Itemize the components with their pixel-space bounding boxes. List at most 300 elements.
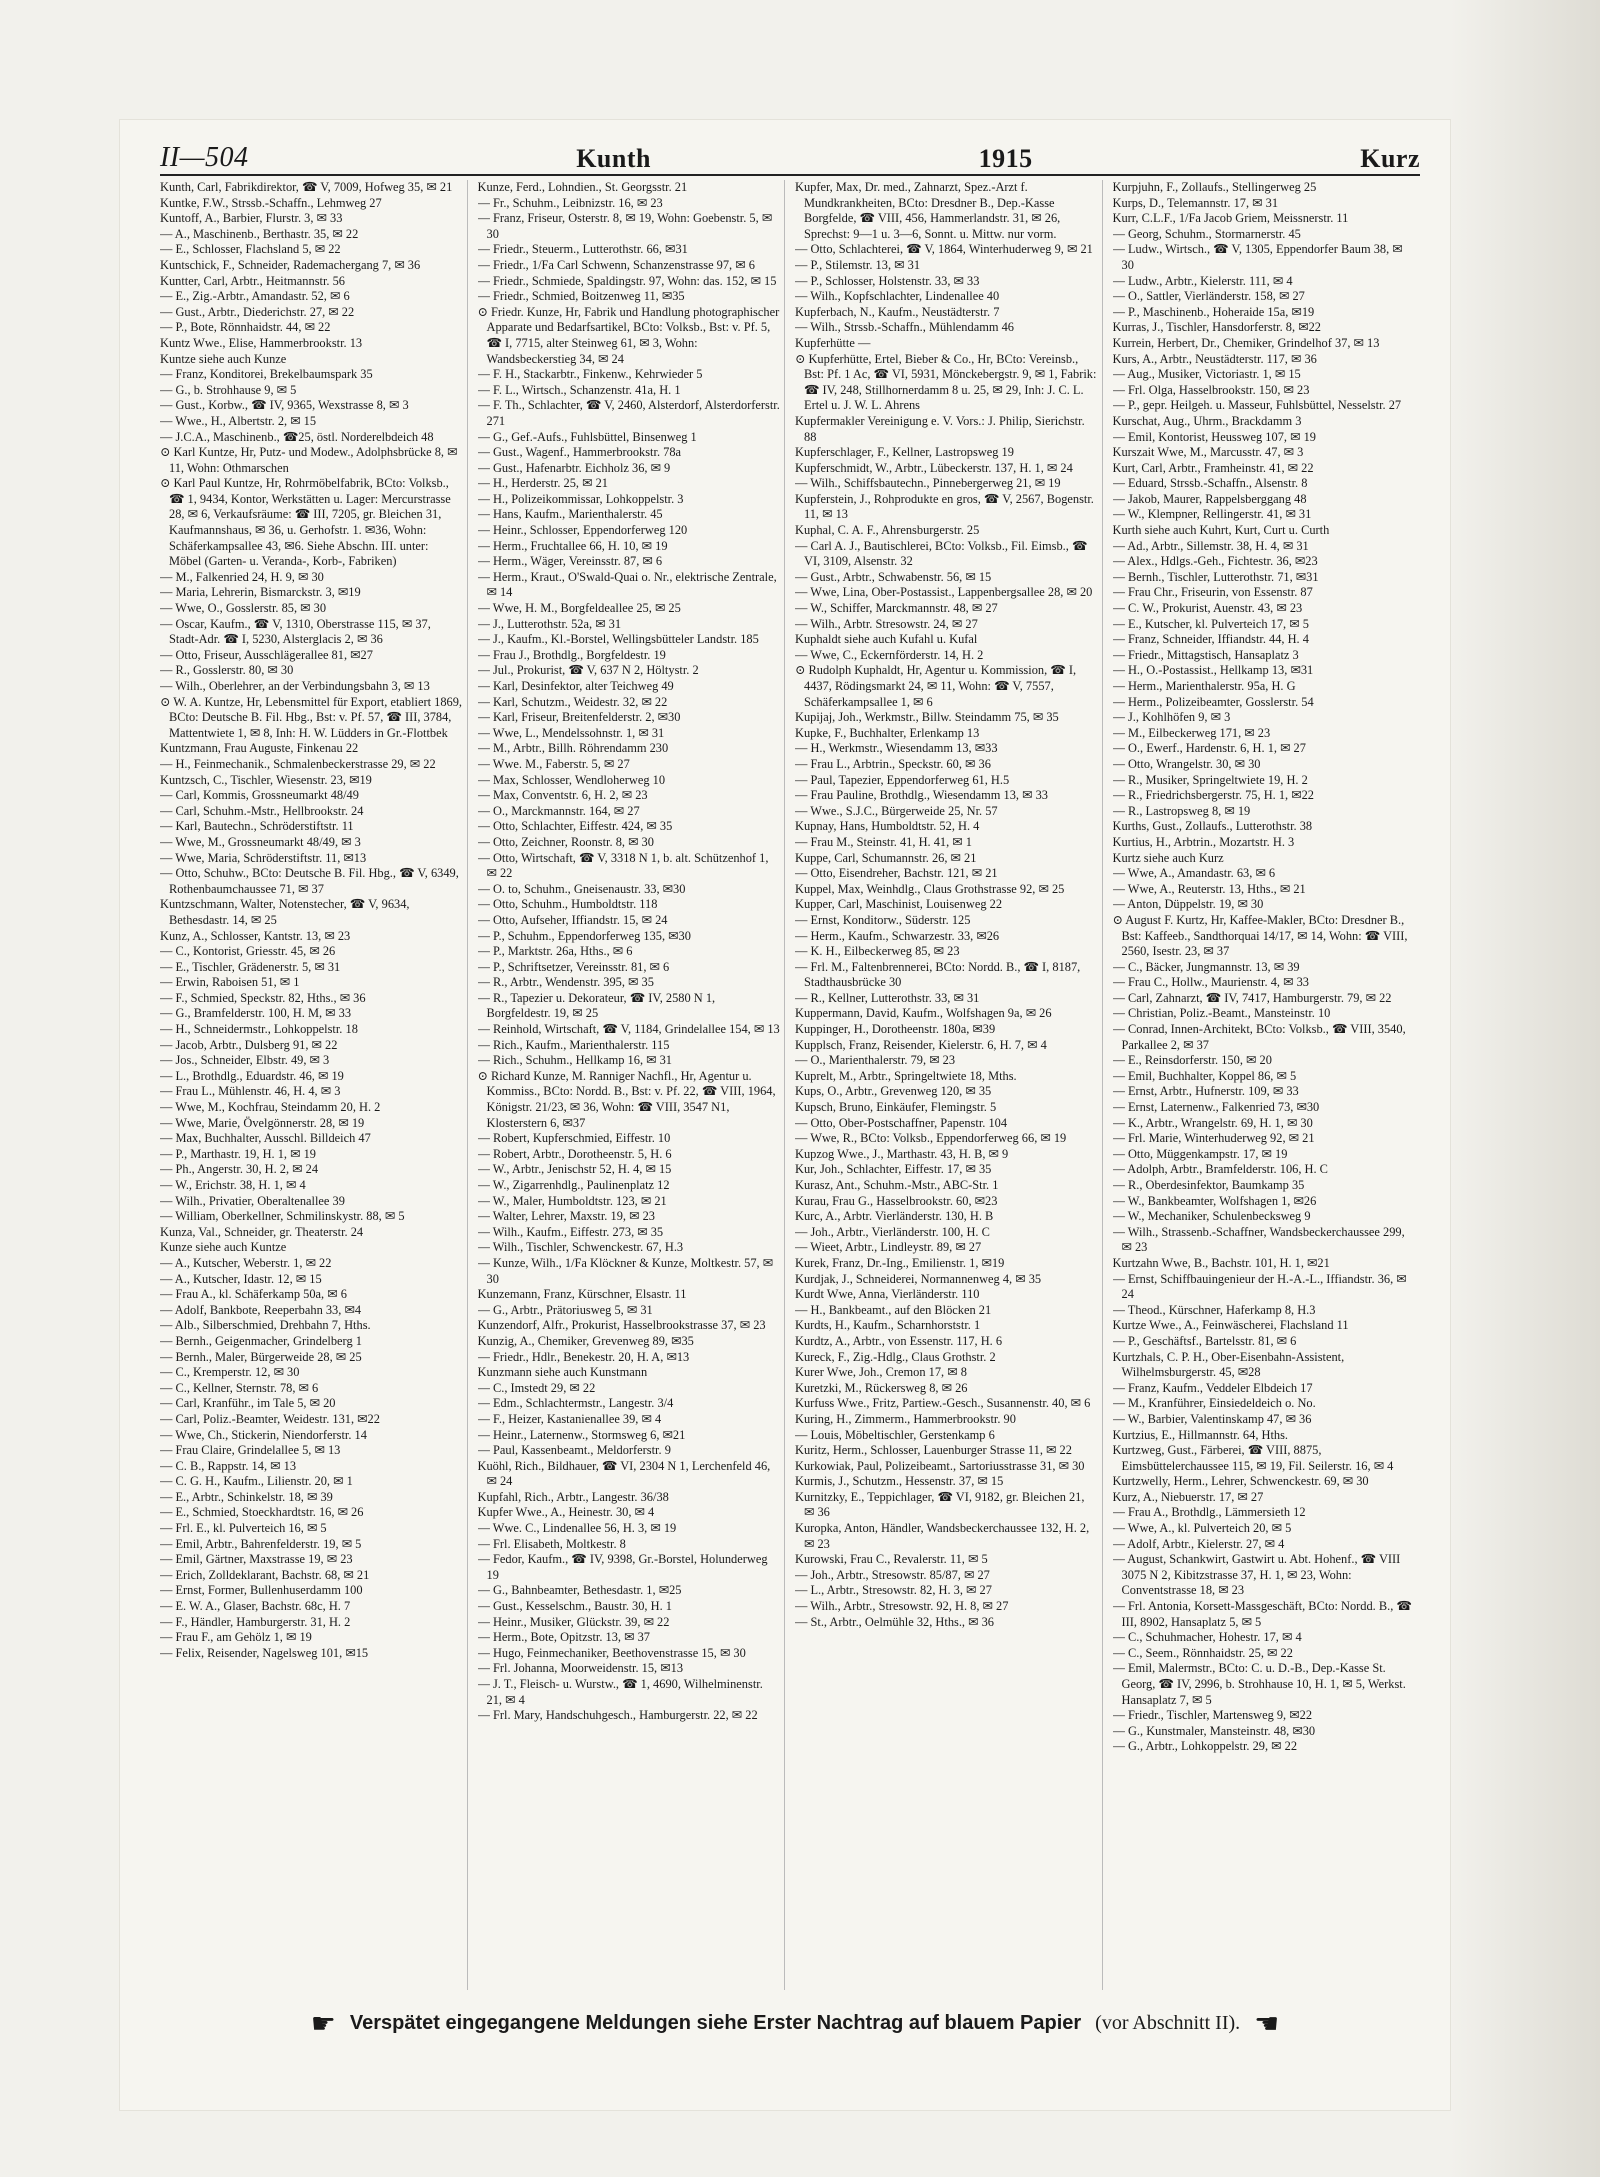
directory-entry: — Max, Schlosser, Wendloherweg 10 [477,772,666,787]
directory-entry: — Frl. M., Faltenbrennerei, BCto: Nordd. B., ☎ I, 8187, Stadthausbrücke 30 [795,959,1081,990]
directory-entry: Kuppel, Max, Weinhdlg., Claus Grothstrasse 92, ✉ 25 [795,881,1065,896]
directory-entry: — Maria, Lehrerin, Bismarckstr. 3, ✉19 [160,585,361,600]
directory-entry: — Carl, Schuhm.-Mstr., Hellbrookstr. 24 [160,803,364,818]
directory-entry: Kuppinger, H., Dorotheenstr. 180a, ✉39 [795,1022,996,1037]
directory-entry: — Karl, Desinfektor, alter Teichweg 49 [477,679,674,693]
directory-entry: ⊙ Rudolph Kuphaldt, Hr, Agentur u. Kommission, ☎ I, 4437, Rödingsmarkt 24, ✉ 11, Wohn: ☎ V, 7557, Schäferkampsallee 1, ✉ 6 [795,663,1077,709]
directory-entry: — H., Schneidermstr., Lohkoppelstr. 18 [160,1022,358,1037]
directory-entry: — P., Geschäftsf., Bartelsstr. 81, ✉ 6 [1112,1333,1297,1348]
directory-entry: — C., Bäcker, Jungmannstr. 13, ✉ 39 [1112,959,1300,974]
footer-notice: Verspätet eingegangene Meldungen siehe Erster Nachtrag auf blauem Papier [349,2011,1082,2034]
directory-entry: — O., Ewerf., Hardenstr. 6, H. 1, ✉ 27 [1112,741,1306,756]
directory-entry: — C., Seem., Rönnhaidstr. 25, ✉ 22 [1112,1645,1293,1660]
directory-entry: — G., Arbtr., Lohkoppelstr. 29, ✉ 22 [1112,1739,1298,1754]
directory-entry: — R., Tapezier u. Dekorateur, ☎ IV, 2580 N 1, Borgfeldestr. 19, ✉ 25 [477,990,716,1021]
directory-entry: — Karl, Friseur, Breitenfelderstr. 2, ✉30 [477,710,681,725]
directory-entry: — Fedor, Kaufm., ☎ IV, 9398, Gr.-Borstel, Holunderweg 19 [477,1552,768,1582]
directory-entry: — W., Bankbeamter, Wolfshagen 1, ✉26 [1112,1193,1317,1208]
directory-entry: — Aug., Musiker, Victoriastr. 1, ✉ 15 [1112,367,1301,382]
directory-entry: Kurkowiak, Paul, Polizeibeamt., Sartoriusstrasse 31, ✉ 30 [795,1458,1085,1473]
directory-entry: Kuntzsch, C., Tischler, Wiesenstr. 23, ✉19 [160,772,372,787]
directory-entry: — Herm., Bote, Opitzstr. 13, ✉ 37 [477,1630,650,1645]
directory-entry: — Wwe. M., Faberstr. 5, ✉ 27 [477,756,630,771]
directory-entry: — G., Arbtr., Prätoriusweg 5, ✉ 31 [477,1302,653,1317]
directory-entry: — Frl. Antonia, Korsett-Massgeschäft, BCto: Nordd. B., ☎ III, 8902, Hansaplatz 5, ✉ 5 [1112,1599,1412,1629]
directory-entry: — Adolph, Arbtr., Bramfelderstr. 106, H. C [1112,1162,1328,1177]
directory-entry: Kupzog Wwe., J., Marthastr. 43, H. B, ✉ 9 [795,1146,1009,1161]
directory-entry: — Conrad, Innen-Architekt, BCto: Volksb., ☎ VIII, 3540, Parkallee 2, ✉ 37 [1112,1022,1406,1052]
directory-entry: — Felix, Reisender, Nagelsweg 101, ✉15 [160,1645,369,1660]
directory-entry: — Ernst, Laternenw., Falkenried 73, ✉30 [1112,1100,1320,1115]
directory-entry: — Otto, Schlachterei, ☎ V, 1864, Winterhuderweg 9, ✉ 21 [795,242,1093,257]
directory-entry: — Wwe, A., Amandastr. 63, ✉ 6 [1112,866,1276,881]
directory-entry: — Emil, Kontorist, Heussweg 107, ✉ 19 [1112,429,1316,444]
directory-entry: — Carl, Poliz.-Beamter, Weidestr. 131, ✉22 [160,1411,380,1426]
directory-entry: ⊙ Karl Kuntze, Hr, Putz- und Modew., Adolphsbrücke 8, ✉ 11, Wohn: Othmarschen [160,445,458,475]
directory-entry: Kupnay, Hans, Humboldtstr. 52, H. 4 [795,819,980,834]
directory-entry: — Frl. Mary, Handschuhgesch., Hamburgerstr. 22, ✉ 22 [477,1708,758,1723]
directory-entry: — Bernh., Tischler, Lutterothstr. 71, ✉31 [1112,569,1319,584]
directory-entry: — A., Kutscher, Weberstr. 1, ✉ 22 [160,1255,332,1270]
directory-entry: Kuntzmann, Frau Auguste, Finkenau 22 [160,741,359,756]
directory-entry: Kuntschick, F., Schneider, Rademachergang 7, ✉ 36 [160,257,421,272]
directory-entry: Kuretzki, M., Rückersweg 8, ✉ 26 [795,1380,968,1395]
directory-entry: Kurmis, J., Schutzm., Hessenstr. 37, ✉ 15 [795,1474,1004,1489]
directory-entry: Kurdtz, A., Arbtr., von Essenstr. 117, H. 6 [795,1333,1003,1348]
directory-entry: Kunze, Ferd., Lohndien., St. Georgsstr. 21 [477,180,688,194]
directory-entry: Kunz, A., Schlosser, Kantstr. 13, ✉ 23 [160,928,351,943]
directory-entry: — R., Musiker, Springeltwiete 19, H. 2 [1112,772,1308,787]
footer-note: (vor Abschnitt II). [1095,2011,1241,2034]
directory-entry: — Karl, Bautechn., Schröderstiftstr. 11 [160,819,354,834]
directory-entry: — Franz, Schneider, Iffiandstr. 44, H. 4 [1112,632,1309,647]
directory-entry: — Anton, Düppelstr. 19, ✉ 30 [1112,897,1264,912]
directory-entry: — Fr., Schuhm., Leibnizstr. 16, ✉ 23 [477,195,663,210]
header-right-word: Kurz [1360,144,1420,173]
directory-entry: — M., Arbtr., Billh. Röhrendamm 230 [477,741,669,756]
directory-entry: Kupfer Wwe., A., Heinestr. 30, ✉ 4 [477,1505,655,1520]
directory-entry: — Wwe, R., BCto: Volksb., Eppendorferweg 66, ✉ 19 [795,1131,1067,1146]
directory-entry: Kunzemann, Franz, Kürschner, Elsastr. 11 [477,1287,687,1302]
directory-entry: — Wilh., Kaufm., Eiffestr. 273, ✉ 35 [477,1224,664,1239]
directory-entry: Kuntze siehe auch Kunze [160,351,287,366]
directory-entry: — Franz, Friseur, Osterstr. 8, ✉ 19, Wohn: Goebenstr. 5, ✉ 30 [477,211,773,241]
directory-entry: Kurtzhals, C. P. H., Ober-Eisenbahn-Assistent, Wilhelmsburgerstr. 45, ✉28 [1112,1349,1345,1380]
directory-entry: ⊙ Richard Kunze, M. Ranniger Nachfl., Hr, Agentur u. Kommiss., BCto: Nordd. B., Bst: v. Pf. 22, ☎ VIII, 1964, Königstr. 21/23, ✉ 36, Wohn: ☎ VIII, 3547 N1, Klosterstern 6, ✉37 [477,1068,776,1130]
directory-entry: — Erwin, Raboisen 51, ✉ 1 [160,975,300,990]
directory-entry: Kuring, H., Zimmerm., Hammerbrookstr. 90 [795,1411,1016,1426]
directory-entry: — H., Werkmstr., Wiesendamm 13, ✉33 [795,741,998,756]
directory-entry: Kurtze Wwe., A., Feinwäscherei, Flachsland 11 [1112,1318,1349,1333]
directory-entry: Kurth siehe auch Kuhrt, Kurt, Curt u. Curth [1112,523,1330,538]
page-header [160,130,1420,176]
directory-entry: — Ernst, Former, Bullenhuserdamm 100 [160,1583,363,1598]
directory-entry: — Joh., Arbtr., Vierländerstr. 100, H. C [795,1224,990,1239]
directory-entry: — Wilh., Tischler, Schwenckestr. 67, H.3 [477,1240,684,1255]
directory-entry: — Emil, Buchhalter, Koppel 86, ✉ 5 [1112,1068,1297,1083]
directory-entry: — Emil, Gärtner, Maxstrasse 19, ✉ 23 [160,1552,353,1567]
directory-entry: — Frau L., Arbtrin., Speckstr. 60, ✉ 36 [795,756,991,771]
directory-entry: ⊙ Friedr. Kunze, Hr, Fabrik und Handlung photographischer Apparate und Bedarfsartikel, BCto: Volksb., Bst: v. Pf. 5, ☎ I, 7715, alter Steinweg 61, ✉ 3, Wohn: Wandsbeckerstieg 34, ✉ 24 [477,304,780,366]
directory-entry: Kuropka, Anton, Händler, Wandsbeckerchaussee 132, H. 2, ✉ 23 [795,1521,1090,1551]
directory-entry: — Max, Conventstr. 6, H. 2, ✉ 23 [477,788,648,803]
directory-entry: — Paul, Kassenbeamt., Meldorferstr. 9 [477,1443,671,1458]
directory-entry: — O., Marckmannstr. 164, ✉ 27 [477,803,640,818]
directory-entry: — P., Stilemstr. 13, ✉ 31 [795,257,921,272]
directory-entry: — Wwe, Ch., Stickerin, Niendorferstr. 14 [160,1427,367,1442]
directory-entry: Kurfuss Wwe., Fritz, Partiew.-Gesch., Susannenstr. 40, ✉ 6 [795,1396,1091,1411]
directory-entry: — Jos., Schneider, Elbstr. 49, ✉ 3 [160,1053,330,1068]
directory-entry: — E., Kutscher, kl. Pulverteich 17, ✉ 5 [1112,616,1309,631]
directory-entry: — H., Herderstr. 25, ✉ 21 [477,476,608,491]
directory-entry: Kunza, Val., Schneider, gr. Theaterstr. 24 [160,1224,364,1239]
directory-entry: Kupsch, Bruno, Einkäufer, Flemingstr. 5 [795,1100,997,1115]
directory-entry: — Hugo, Feinmechaniker, Beethovenstrasse 15, ✉ 30 [477,1645,746,1660]
directory-entry: Kurz, A., Niebuerstr. 17, ✉ 27 [1112,1489,1264,1504]
directory-entry: — Wwe, M., Grossneumarkt 48/49, ✉ 3 [160,834,361,849]
directory-entry: — J. T., Fleisch- u. Wurstw., ☎ 1, 4690, Wilhelminenstr. 21, ✉ 4 [477,1677,763,1707]
directory-entry: — M., Eilbeckerweg 171, ✉ 23 [1112,725,1271,740]
directory-entry: — W., Zigarrenhdlg., Paulinenplatz 12 [477,1178,670,1192]
directory-entry: — Emil, Malermstr., BCto: C. u. D.-B., Dep.-Kasse St. Georg, ☎ IV, 2996, b. Strohhause 10, H. 1, ✉ 5, Werkst. Hansaplatz 7, ✉ 5 [1112,1661,1406,1707]
directory-entry: — E., Reinsdorferstr. 150, ✉ 20 [1112,1053,1272,1068]
directory-entry: — Heinr., Musiker, Glückstr. 39, ✉ 22 [477,1614,670,1629]
directory-entry: — Wilh., Privatier, Oberaltenallee 39 [160,1193,345,1208]
directory-entry: Kurek, Franz, Dr.-Ing., Emilienstr. 1, ✉19 [795,1255,1005,1270]
directory-entry: — F. H., Stackarbtr., Finkenw., Kehrwieder 5 [477,367,703,382]
directory-entry: — F., Heizer, Kastanienallee 39, ✉ 4 [477,1411,662,1426]
directory-entry: Kuntke, F.W., Strssb.-Schaffn., Lehmweg 27 [160,195,382,210]
directory-entry: — Wieet, Arbtr., Lindleystr. 89, ✉ 27 [795,1240,982,1255]
directory-entry: — R., Arbtr., Wendenstr. 395, ✉ 35 [477,975,654,990]
directory-entry: — Walter, Lehrer, Maxstr. 19, ✉ 23 [477,1209,655,1224]
directory-entry: — William, Oberkellner, Schmilinskystr. 88, ✉ 5 [160,1209,405,1224]
directory-entry: — Ernst, Arbtr., Hufnerstr. 109, ✉ 33 [1112,1084,1299,1099]
directory-entry: — Frau F., am Gehölz 1, ✉ 19 [160,1630,312,1645]
directory-entry: — M., Falkenried 24, H. 9, ✉ 30 [160,569,324,584]
directory-entry: — W., Mechaniker, Schulenbecksweg 9 [1112,1209,1311,1224]
directory-entry: — J., Kaufm., Kl.-Borstel, Wellingsbütteler Landstr. 185 [477,632,759,647]
directory-entry: — Gust., Korbw., ☎ IV, 9365, Wexstrasse 8, ✉ 3 [160,398,409,413]
directory-entry: — Wwe, Maria, Schröderstiftstr. 11, ✉13 [160,850,367,865]
directory-entry: — Robert, Arbtr., Dorotheenstr. 5, H. 6 [477,1146,672,1161]
directory-entry: — Wwe, Marie, Övelgönnerstr. 28, ✉ 19 [160,1115,365,1130]
directory-entry: — Bernh., Maler, Bürgerweide 28, ✉ 25 [160,1349,362,1364]
header-left-word: Kunth [576,144,651,173]
directory-entry: — Frl. Elisabeth, Moltkestr. 8 [477,1536,626,1551]
directory-entry: — R., Oberdesinfektor, Baumkamp 35 [1112,1178,1305,1192]
directory-entry: — W., Arbtr., Jenischstr 52, H. 4, ✉ 15 [477,1162,672,1177]
column-4 [1113,180,1421,1990]
directory-entry: — Jakob, Maurer, Rappelsberggang 48 [1112,491,1307,506]
directory-entry: — W., Maler, Humboldtstr. 123, ✉ 21 [477,1193,667,1208]
directory-entry: — Joh., Arbtr., Stresowstr. 85/87, ✉ 27 [795,1567,990,1582]
directory-entry: — J.C.A., Maschinenb., ☎25, östl. Norderelbdeich 48 [160,429,434,444]
directory-entry: — M., Kranführer, Einsiedeldeich o. No. [1112,1396,1316,1411]
directory-entry: — Wilh., Strassenb.-Schaffner, Wandsbeckerchaussee 299, ✉ 23 [1112,1224,1405,1255]
directory-entry: — August, Schankwirt, Gastwirt u. Abt. Hohenf., ☎ VIII 3075 N 2, Kibitzstrasse 37, H. 1, ✉ 23, Wohn: Conventstrasse 18, ✉ 23 [1112,1552,1401,1598]
directory-entry: — Gust., Arbtr., Schwabenstr. 56, ✉ 15 [795,569,992,584]
directory-entry: — O., Sattler, Vierländerstr. 158, ✉ 27 [1112,289,1305,304]
directory-entry: — Frau Claire, Grindelallee 5, ✉ 13 [160,1443,341,1458]
directory-entry: — G., b. Strohhause 9, ✉ 5 [160,382,297,397]
directory-entry: — Gust., Wagenf., Hammerbrookstr. 78a [477,445,682,460]
directory-entry: — Ludw., Arbtr., Kielerstr. 111, ✉ 4 [1112,273,1293,288]
directory-entry: — R., Kellner, Lutterothstr. 33, ✉ 31 [795,990,980,1005]
directory-entry: Kunze siehe auch Kuntze [160,1240,287,1255]
directory-entry: — Frau A., Brothdlg., Lämmersieth 12 [1112,1505,1306,1520]
directory-entry: Kunth, Carl, Fabrikdirektor, ☎ V, 7009, Hofweg 35, ✉ 21 [160,180,453,194]
directory-entry: — Otto, Eisendreher, Bachstr. 121, ✉ 21 [795,866,998,881]
directory-entry: ⊙ Karl Paul Kuntze, Hr, Rohrmöbelfabrik, BCto: Volksb., ☎ 1, 9434, Kontor, Werkstätten u. Lager: Mercurstrasse 28, ✉ 6, Verkaufsräume: ☎ III, 7205, gr. Bleichen 31, Kaufmannshaus, ✉ 36, u. Gerhofstr. 1. ✉36, Wohn: Schäferkampsallee 43, ✉6. Siehe Abschn. III. unter: Möbel (Garten- u. Veranda-, Korb-, Fabriken) [160,476,451,569]
directory-entry: — L., Arbtr., Stresowstr. 82, H. 3, ✉ 27 [795,1583,992,1598]
directory-entry: — Oscar, Kaufm., ☎ V, 1310, Oberstrasse 115, ✉ 37, Stadt-Adr. ☎ I, 5230, Alsterglacis 2, ✉ 36 [160,616,431,647]
directory-entry: — C., Kontorist, Griesstr. 45, ✉ 26 [160,944,336,959]
directory-entry: — Friedr., Mittagstisch, Hansaplatz 3 [1112,647,1299,662]
directory-entry: — W., Klempner, Rellingerstr. 41, ✉ 31 [1112,507,1312,522]
directory-entry: — Friedr., Hdlr., Benekestr. 20, H. A, ✉13 [477,1349,690,1364]
directory-entry: — E., Schlosser, Flachsland 5, ✉ 22 [160,242,341,257]
directory-entry: — G., Kunstmaler, Mansteinstr. 48, ✉30 [1112,1723,1316,1738]
directory-entry: — W., Schiffer, Marckmannstr. 48, ✉ 27 [795,601,998,616]
directory-entry: — Bernh., Geigenmacher, Grindelberg 1 [160,1333,362,1348]
directory-entry: — J., Kohlhöfen 9, ✉ 3 [1112,710,1231,725]
directory-entry: Kurtzwelly, Herm., Lehrer, Schwenckestr. 69, ✉ 30 [1112,1474,1369,1489]
directory-entry: — Kunze, Wilh., 1/Fa Klöckner & Kunze, Moltkestr. 57, ✉ 30 [477,1255,774,1286]
directory-entry: — Herm., Polizeibeamter, Gosslerstr. 54 [1112,694,1314,709]
directory-entry: — Otto, Ober-Postschaffner, Papenstr. 104 [795,1115,1008,1130]
directory-entry: — Carl A. J., Bautischlerei, BCto: Volksb., Fil. Eimsb., ☎ VI, 3109, Alsenstr. 32 [795,538,1088,569]
directory-entry: — Frau A., kl. Schäferkamp 50a, ✉ 6 [160,1287,347,1302]
directory-entry: — G., Bramfelderstr. 100, H. M, ✉ 33 [160,1006,352,1021]
directory-entry: — K. H., Eilbeckerweg 85, ✉ 23 [795,944,960,959]
directory-entry: Kurtz siehe auch Kurz [1112,850,1224,865]
directory-entry: — H., Polizeikommissar, Lohkoppelstr. 3 [477,491,684,506]
directory-entry: — Frl. E., kl. Pulverteich 16, ✉ 5 [160,1521,327,1536]
directory-entry: — Otto, Aufseher, Iffiandstr. 15, ✉ 24 [477,912,668,927]
directory-entry: — Wilh., Strssb.-Schaffn., Mühlendamm 46 [795,320,1014,335]
directory-entry: — E., Schmied, Stoeckhardtstr. 16, ✉ 26 [160,1505,364,1520]
directory-entry: — G., Bahnbeamter, Bethesdastr. 1, ✉25 [477,1583,682,1598]
directory-entry: — C., Schuhmacher, Hohestr. 17, ✉ 4 [1112,1630,1302,1645]
directory-entry: — Adolf, Arbtr., Kielerstr. 27, ✉ 4 [1112,1536,1285,1551]
pointing-hand-icon: ☛ [310,2007,336,2039]
directory-entry: — Otto, Müggenkampstr. 17, ✉ 19 [1112,1146,1288,1161]
directory-entry: — Robert, Kupferschmied, Eiffestr. 10 [477,1131,671,1146]
directory-entry: — Frau C., Hollw., Maurienstr. 4, ✉ 33 [1112,975,1309,990]
directory-entry: — Carl, Zahnarzt, ☎ IV, 7417, Hamburgerstr. 79, ✉ 22 [1112,990,1392,1005]
directory-entry: — E., Tischler, Grädenerstr. 5, ✉ 31 [160,959,341,974]
directory-entry: Kurau, Frau G., Hasselbrookstr. 60, ✉23 [795,1193,998,1208]
directory-columns [160,180,1420,1990]
directory-entry: — Christian, Poliz.-Beamt., Mansteinstr. 10 [1112,1006,1331,1021]
directory-entry: Kuntter, Carl, Arbtr., Heitmannstr. 56 [160,273,345,288]
directory-entry: Kunzmann siehe auch Kunstmann [477,1365,648,1380]
directory-entry: — Paul, Tapezier, Eppendorferweg 61, H.5 [795,772,1010,787]
directory-entry: Kurpjuhn, F., Zollaufs., Stellingerweg 25 [1112,180,1317,194]
directory-entry: — Herm., Kraut., O'Swald-Quai o. Nr., elektrische Zentrale, ✉ 14 [477,569,777,600]
directory-entry: — Friedr., Tischler, Martensweg 9, ✉22 [1112,1708,1313,1723]
directory-entry: Kupfahl, Rich., Arbtr., Langestr. 36/38 [477,1489,669,1504]
directory-entry: Kupferstein, J., Rohprodukte en gros, ☎ V, 2567, Bogenstr. 11, ✉ 13 [795,491,1094,522]
directory-entry: — R., Lastropsweg 8, ✉ 19 [1112,803,1251,818]
page-number: II—504 [160,142,249,173]
directory-entry: Kupplsch, Franz, Reisender, Kielerstr. 6, H. 7, ✉ 4 [795,1037,1047,1052]
directory-entry: — Frl. Marie, Winterhuderweg 92, ✉ 21 [1112,1131,1315,1146]
directory-entry: Kurrein, Herbert, Dr., Chemiker, Grindelhof 37, ✉ 13 [1112,335,1380,350]
directory-entry: — Louis, Möbeltischler, Gerstenkamp 6 [795,1427,995,1442]
directory-entry: — Jul., Prokurist, ☎ V, 637 N 2, Höltystr. 2 [477,663,699,678]
directory-entry: — Frau Chr., Friseurin, von Essenstr. 87 [1112,585,1313,600]
directory-entry: Kuppermann, David, Kaufm., Wolfshagen 9a, ✉ 26 [795,1006,1052,1021]
directory-entry: — F. Th., Schlachter, ☎ V, 2460, Alsterdorf, Alsterdorferstr. 271 [477,398,780,428]
directory-entry: — Edm., Schlachtermstr., Langestr. 3/4 [477,1396,674,1411]
directory-entry: — Georg, Schuhm., Stormarnerstr. 45 [1112,226,1301,241]
directory-entry: Kuphal, C. A. F., Ahrensburgerstr. 25 [795,523,980,538]
directory-entry: — Ernst, Schiffbauingenieur der H.-A.-L., Iffiandstr. 36, ✉ 24 [1112,1271,1407,1302]
directory-entry: Kuntoff, A., Barbier, Flurstr. 3, ✉ 33 [160,211,343,226]
directory-entry: — Ad., Arbtr., Sillemstr. 38, H. 4, ✉ 31 [1112,538,1309,553]
directory-entry: — Rich., Kaufm., Marienthalerstr. 115 [477,1037,670,1052]
directory-entry: — Heinr., Laternenw., Stormsweg 6, ✉21 [477,1427,686,1442]
directory-entry: Kurdt Wwe, Anna, Vierländerstr. 110 [795,1287,980,1302]
directory-entry: — Karl, Schutzm., Weidestr. 32, ✉ 22 [477,694,668,709]
directory-entry: Kurs, A., Arbtr., Neustädterstr. 117, ✉ 36 [1112,351,1317,366]
directory-entry: — Frau J., Brothdlg., Borgfeldestr. 19 [477,647,666,662]
pointing-hand-icon-right: ☚ [1254,2007,1280,2039]
directory-entry: — Franz, Konditorei, Brekelbaumspark 35 [160,367,373,382]
directory-entry: — P., Maschinenb., Hoheraide 15a, ✉19 [1112,304,1315,319]
directory-entry: Kurtzahn Wwe, B., Bachstr. 101, H. 1, ✉21 [1112,1255,1330,1270]
directory-entry: Kuppe, Carl, Schumannstr. 26, ✉ 21 [795,850,977,865]
directory-entry: — P., Marktstr. 26a, Hths., ✉ 6 [477,944,633,959]
directory-entry: — Wwe, L., Mendelssohnstr. 1, ✉ 31 [477,725,665,740]
directory-entry: — Wilh., Kopfschlachter, Lindenallee 40 [795,289,1000,304]
directory-entry: — Carl, Kranführ., im Tale 5, ✉ 20 [160,1396,336,1411]
directory-entry: Kupferschmidt, W., Arbtr., Lübeckerstr. 137, H. 1, ✉ 24 [795,460,1073,475]
directory-entry: — J., Lutterothstr. 52a, ✉ 31 [477,616,622,631]
directory-entry: — Frau M., Steinstr. 41, H. 41, ✉ 1 [795,834,972,849]
directory-entry: Kurr, C.L.F., 1/Fa Jacob Griem, Meissnerstr. 11 [1112,211,1349,226]
directory-entry: — K., Arbtr., Wrangelstr. 69, H. 1, ✉ 30 [1112,1115,1313,1130]
directory-entry: — Gust., Kesselschm., Baustr. 30, H. 1 [477,1599,672,1614]
directory-entry: — P., Schriftsetzer, Vereinsstr. 81, ✉ 6 [477,959,670,974]
directory-entry: — Herm., Wäger, Vereinsstr. 87, ✉ 6 [477,554,663,569]
header-year: 1915 [978,144,1033,173]
directory-entry: Kuphaldt siehe auch Kufahl u. Kufal [795,632,978,647]
column-3 [795,180,1103,1990]
directory-entry: — Rich., Schuhm., Hellkamp 16, ✉ 31 [477,1053,673,1068]
directory-entry: — Wwe, A., Reuterstr. 13, Hths., ✉ 21 [1112,881,1306,896]
directory-entry: — C. B., Rappstr. 14, ✉ 13 [160,1458,297,1473]
directory-entry: — Ernst, Konditorw., Süderstr. 125 [795,912,971,927]
directory-entry: — Gust., Hafenarbtr. Eichholz 36, ✉ 9 [477,460,671,475]
directory-entry: — C. G. H., Kaufm., Lilienstr. 20, ✉ 1 [160,1474,353,1489]
directory-entry: — O., Marienthalerstr. 79, ✉ 23 [795,1053,956,1068]
directory-entry: — Otto, Wirtschaft, ☎ V, 3318 N 1, b. alt. Schützenhof 1, ✉ 22 [477,850,769,881]
directory-entry: Kupfermakler Vereinigung e. V. Vors.: J. Philip, Sierichstr. 88 [795,413,1085,444]
directory-entry: Kurtzius, E., Hillmannstr. 64, Hths. [1112,1427,1289,1442]
directory-entry: Kupferschlager, F., Kellner, Lastropsweg 19 [795,445,1014,460]
directory-entry: — Otto, Schlachter, Eiffestr. 424, ✉ 35 [477,819,673,834]
directory-entry: — E. W. A., Glaser, Bachstr. 68c, H. 7 [160,1599,351,1614]
directory-entry: Kuntzschmann, Walter, Notenstecher, ☎ V, 9634, Bethesdastr. 14, ✉ 25 [160,897,410,927]
directory-entry: Kurdts, H., Kaufm., Scharnhorststr. 1 [795,1318,981,1333]
directory-entry: — Herm., Marienthalerstr. 95a, H. G [1112,679,1296,693]
directory-entry: Kurnitzky, E., Teppichlager, ☎ VI, 9182, gr. Bleichen 21, ✉ 36 [795,1489,1085,1520]
directory-entry: — Frau L., Mühlenstr. 46, H. 4, ✉ 3 [160,1084,341,1099]
directory-entry: Kuntz Wwe., Elise, Hammerbrookstr. 13 [160,335,363,350]
directory-entry: Kurszait Wwe, M., Marcusstr. 47, ✉ 3 [1112,445,1304,460]
directory-entry: — O. to, Schuhm., Gneisenaustr. 33, ✉30 [477,881,686,896]
directory-entry: — Wwe, A., kl. Pulverteich 20, ✉ 5 [1112,1521,1292,1536]
directory-entry: — Gust., Arbtr., Diederichstr. 27, ✉ 22 [160,304,355,319]
directory-entry: — W., Barbier, Valentinskamp 47, ✉ 36 [1112,1411,1312,1426]
directory-entry: — P., Marthastr. 19, H. 1, ✉ 19 [160,1146,316,1161]
directory-entry: — Otto, Schuhw., BCto: Deutsche B. Fil. Hbg., ☎ V, 6349, Rothenbaumchaussee 71, ✉ 37 [160,866,459,896]
directory-entry: Kurdjak, J., Schneiderei, Normannenweg 4, ✉ 35 [795,1271,1042,1286]
directory-entry: Kups, O., Arbtr., Grevenweg 120, ✉ 35 [795,1084,992,1099]
directory-entry: — Max, Buchhalter, Ausschl. Billdeich 47 [160,1131,371,1146]
directory-entry: — L., Brothdlg., Eduardstr. 46, ✉ 19 [160,1068,344,1083]
directory-entry: Kur, Joh., Schlachter, Eiffestr. 17, ✉ 35 [795,1162,992,1177]
directory-entry: — C. W., Prokurist, Auenstr. 43, ✉ 23 [1112,601,1303,616]
directory-entry: — P., gepr. Heilgeh. u. Masseur, Fuhlsbüttel, Nesselstr. 27 [1112,398,1402,413]
directory-entry: — P., Bote, Rönnhaidstr. 44, ✉ 22 [160,320,331,335]
directory-entry: — P., Schlosser, Holstenstr. 33, ✉ 33 [795,273,980,288]
directory-entry: — P., Schuhm., Eppendorferweg 135, ✉30 [477,928,691,943]
directory-entry: — R., Gosslerstr. 80, ✉ 30 [160,663,294,678]
directory-entry: — Theod., Kürschner, Haferkamp 8, H.3 [1112,1302,1316,1317]
directory-entry: — Friedr., Steuerm., Lutterothstr. 66, ✉31 [477,242,688,257]
directory-entry: — Ph., Angerstr. 30, H. 2, ✉ 24 [160,1162,319,1177]
directory-entry: — Frau Pauline, Brothdlg., Wiesendamm 13, ✉ 33 [795,788,1048,803]
directory-entry: — E., Zig.-Arbtr., Amandastr. 52, ✉ 6 [160,289,350,304]
directory-entry: — C., Kellner, Sternstr. 78, ✉ 6 [160,1380,319,1395]
directory-entry: — Ludw., Wirtsch., ☎ V, 1305, Eppendorfer Baum 38, ✉ 30 [1112,242,1403,272]
directory-entry: Kupfer, Max, Dr. med., Zahnarzt, Spez.-Arzt f. Mundkrankheiten, BCto: Dresdner B., Dep.-Kasse Borgfelde, ☎ VIII, 456, Hammerlandstr. 31, ✉ 26, Sprechst: 9—1 u. 3—6, Sonnt. u. Mittw. nur vorm. [795,180,1061,241]
directory-entry: — Friedr., 1/Fa Carl Schwenn, Schanzenstrasse 97, ✉ 6 [477,257,755,272]
directory-entry: — Wwe, O., Gosslerstr. 85, ✉ 30 [160,601,327,616]
directory-entry: — Friedr., Schmiede, Spaldingstr. 97, Wohn: das. 152, ✉ 15 [477,273,777,288]
column-2 [478,180,786,1990]
directory-entry: — A., Maschinenb., Berthastr. 35, ✉ 22 [160,226,359,241]
directory-entry: — E., Arbtr., Schinkelstr. 18, ✉ 39 [160,1489,333,1504]
directory-entry: — Reinhold, Wirtschaft, ☎ V, 1184, Grindelallee 154, ✉ 13 [477,1022,780,1037]
directory-entry: — Frl. Olga, Hasselbrookstr. 150, ✉ 23 [1112,382,1310,397]
directory-entry: — Alb., Silberschmied, Drehbahn 7, Hths. [160,1318,371,1333]
directory-entry: Kurths, Gust., Zollaufs., Lutterothstr. 38 [1112,819,1313,834]
directory-entry: Kunzig, A., Chemiker, Grevenweg 89, ✉35 [477,1333,694,1348]
directory-entry: — C., Imstedt 29, ✉ 22 [477,1380,596,1395]
directory-entry: — R., Friedrichsbergerstr. 75, H. 1, ✉22 [1112,788,1314,803]
directory-entry: — Adolf, Bankbote, Reeperbahn 33, ✉4 [160,1302,362,1317]
page-footer [180,2006,1410,2040]
directory-entry: — Otto, Wrangelstr. 30, ✉ 30 [1112,756,1261,771]
directory-entry: Kupijaj, Joh., Werkmstr., Billw. Steindamm 75, ✉ 35 [795,710,1059,725]
directory-entry: Kurowski, Frau C., Revalerstr. 11, ✉ 5 [795,1552,988,1567]
directory-entry: — Eduard, Strssb.-Schaffn., Alsenstr. 8 [1112,476,1308,491]
directory-entry: Kupferhütte — [795,335,871,350]
directory-entry: Kuprelt, M., Arbtr., Springeltwiete 18, Mths. [795,1068,1017,1083]
directory-entry: — Wwe, H. M., Borgfeldeallee 25, ✉ 25 [477,601,681,616]
directory-entry: — C., Kremperstr. 12, ✉ 30 [160,1365,300,1380]
directory-entry: ⊙ Kupferhütte, Ertel, Bieber & Co., Hr, BCto: Vereinsb., Bst: Pf. 1 Ac, ☎ VI, 5931, Mönckebergstr. 9, ✉ 1, Fabrik: ☎ IV, 248, Stillhornerdamm 8 u. 25, ✉ 29, Inh: J. C. L. Ertel u. J. W. L. Ahrens [795,351,1097,413]
directory-entry: Kureck, F., Zig.-Hdlg., Claus Grothstr. 2 [795,1349,996,1364]
directory-entry: — A., Kutscher, Idastr. 12, ✉ 15 [160,1271,322,1286]
directory-entry: — Wilh., Arbtr., Stresowstr. 92, H. 8, ✉ 27 [795,1599,1009,1614]
directory-entry: — Herm., Kaufm., Schwarzestr. 33, ✉26 [795,928,1000,943]
